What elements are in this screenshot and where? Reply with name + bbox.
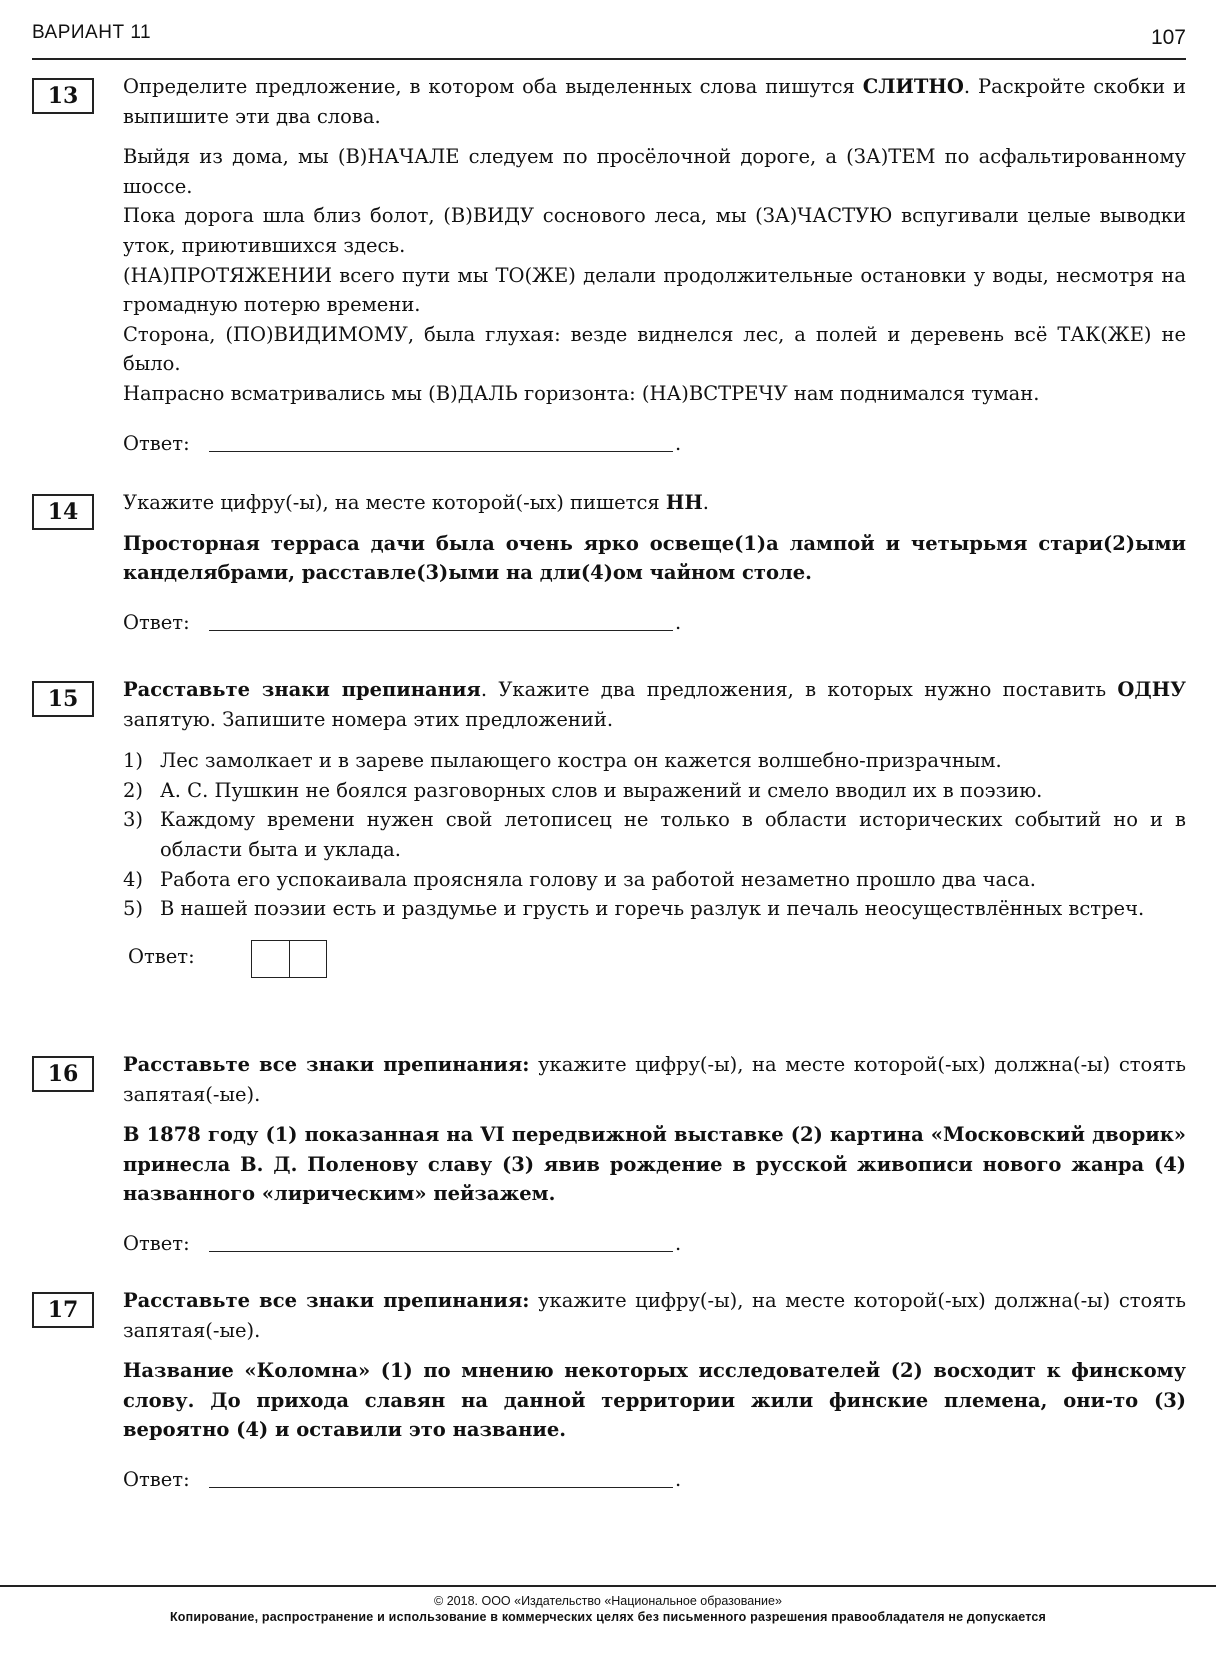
answer-line[interactable]: [209, 1487, 673, 1488]
list-item: 2) А. С. Пушкин не боялся разговорных слов и выражений и смело вводил их в поэзию.: [123, 778, 1043, 802]
task-sentence: Пока дорога шла близ болот, (В)ВИДУ соснового леса, мы (ЗА)ЧАСТУЮ вспугивали целые выводки уток, приютившихся здесь.: [123, 204, 1186, 257]
variant-title: ВАРИАНТ 11: [32, 22, 152, 43]
task-sentence: Сторона, (ПО)ВИДИМОМУ, была глухая: везде виднелся лес, а полей и деревень всё ТАК(ЖЕ) не было.: [123, 322, 1186, 376]
answer-line[interactable]: [209, 630, 673, 631]
task-content: [123, 72, 1186, 461]
page-footer: [0, 1585, 1216, 1625]
answer-field[interactable]: Ответ: .: [123, 1463, 1186, 1497]
task-content: [123, 1050, 1186, 1261]
list-item: 4) Работа его успокаивала проясняла голову и за работой незаметно прошло два часа.: [123, 867, 1036, 891]
answer-line[interactable]: [209, 451, 673, 452]
answer-label: Ответ:: [123, 610, 190, 634]
answer-cells[interactable]: [251, 940, 327, 978]
answer-label: Ответ:: [123, 1467, 190, 1491]
task-text: Просторная терраса дачи была очень ярко освеще(1)а лампой и четырьмя стари(2)ыми канделябрами, расставле(3)ыми на дли(4)ом чайном столе.: [123, 531, 1186, 585]
task-number-box: 17: [32, 1292, 94, 1328]
copyright-line: © 2018. ООО «Издательство «Национальное образование»: [434, 1594, 782, 1608]
task-sentence: Выйдя из дома, мы (В)НАЧАЛЕ следуем по просёлочной дороге, а (ЗА)ТЕМ по асфальтированному шоссе.: [123, 145, 1186, 198]
page-number: 107: [1150, 26, 1186, 49]
task-number-box: 14: [32, 494, 94, 530]
task-content: [123, 1286, 1186, 1497]
task-text: Название «Коломна» (1) по мнению некоторых исследователей (2) восходит к финскому слову. До прихода славян на данной территории жили финские племена, они-то (3) вероятно (4) и оставили это название.: [123, 1359, 1186, 1442]
task-content: [123, 488, 1186, 640]
answer-cell[interactable]: [289, 941, 327, 977]
task-question: Расставьте все знаки препинания: укажите цифру(-ы), на месте которой(-ых) должна(-ы) стоять запятая(-ые).: [123, 1289, 1186, 1342]
sentence-list: [123, 746, 1186, 924]
task-sentence: (НА)ПРОТЯЖЕНИИ всего пути мы ТО(ЖЕ) делали продолжительные остановки у воды, несмотря на громадную потерю времени.: [123, 263, 1186, 317]
task-question: Расставьте все знаки препинания: укажите цифру(-ы), на месте которой(-ых) должна(-ы) стоять запятая(-ые).: [123, 1053, 1186, 1106]
task-content: [123, 675, 1186, 980]
list-item: 5) В нашей поэзии есть и раздумье и грусть и горечь разлук и печаль неосуществлённых встреч.: [123, 897, 1145, 921]
task-question: Укажите цифру(-ы), на месте которой(-ых) пишется НН.: [123, 491, 709, 514]
answer-field[interactable]: Ответ: .: [123, 606, 1186, 640]
task-text: В 1878 году (1) показанная на VI передвижной выставке (2) картина «Московский дворик» принесла В. Д. Поленову славу (3) явив рождение в русской живописи нового жанра (4) названного «лирическим» пейзажем.: [123, 1123, 1186, 1206]
answer-label: Ответ:: [128, 944, 195, 968]
task-question: Расставьте знаки препинания. Укажите два предложения, в которых нужно поставить ОДНУ запятую. Запишите номера этих предложений.: [123, 678, 1186, 731]
copyright-notice: Копирование, распространение и использование в коммерческих целях без письменного разрешения правообладателя не допускается: [169, 1610, 1047, 1624]
list-item: 3) Каждому времени нужен свой летописец не только в области исторических событий но и в области быта и уклада.: [123, 808, 1186, 861]
task-number-box: 15: [32, 681, 94, 717]
task-number-box: 16: [32, 1056, 94, 1092]
list-item: 1) Лес замолкает и в зареве пылающего костра он кажется волшебно-призрачным.: [123, 749, 1002, 773]
page-header: [32, 22, 1186, 60]
answer-line[interactable]: [209, 1251, 673, 1252]
answer-cell[interactable]: [252, 941, 289, 977]
answer-label: Ответ:: [123, 1231, 190, 1255]
answer-field[interactable]: Ответ: .: [123, 427, 1186, 461]
task-sentence: Напрасно всматривались мы (В)ДАЛЬ горизонта: (НА)ВСТРЕЧУ нам поднимался туман.: [123, 381, 1040, 405]
task-number-box: 13: [32, 78, 94, 114]
task-question: Определите предложение, в котором оба выделенных слова пишутся СЛИТНО. Раскройте скобки и выпишите эти два слова.: [123, 75, 1187, 128]
answer-field[interactable]: [123, 940, 1186, 980]
answer-label: Ответ:: [123, 431, 190, 455]
answer-field[interactable]: Ответ: .: [123, 1227, 1186, 1261]
